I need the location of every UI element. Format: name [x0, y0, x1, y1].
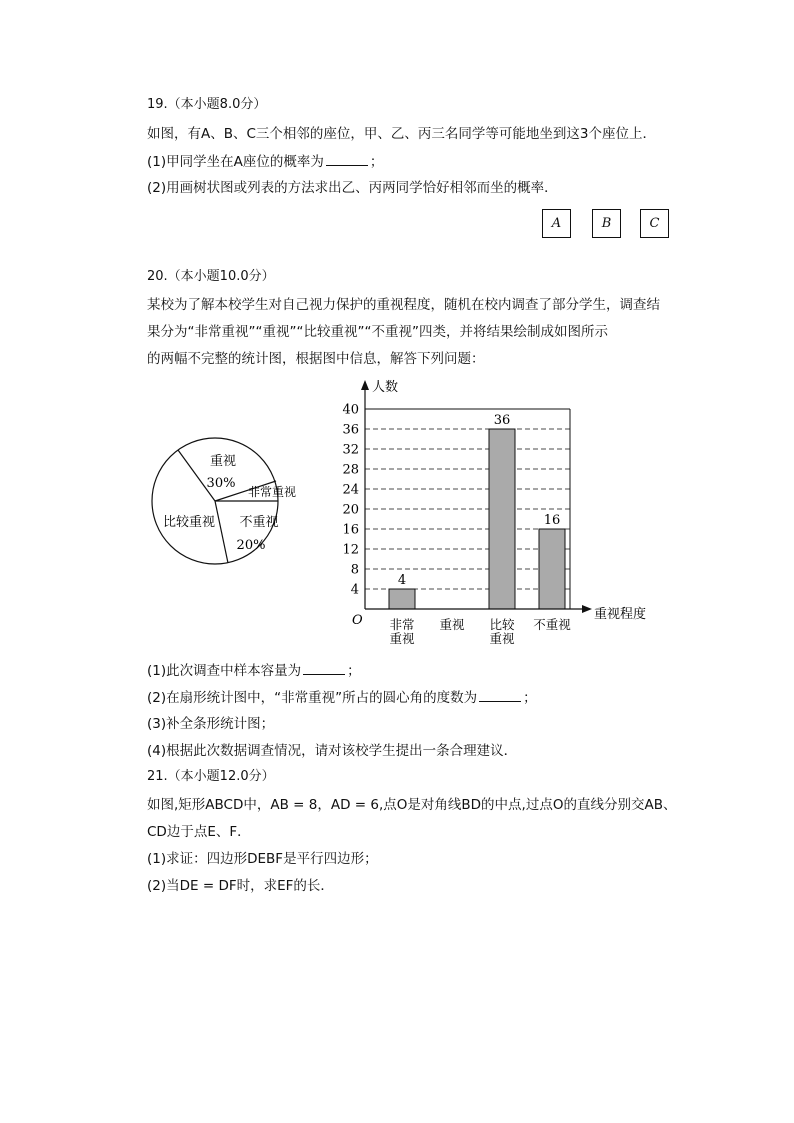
q19-part1-end: ；: [369, 154, 384, 170]
bar: [489, 429, 515, 609]
q20-part4: (4)根据此次数据调查情况，请对该校学生提出一条合理建议．: [147, 743, 518, 759]
x-category-label: 不重视: [533, 617, 571, 632]
pie-label-zhongshi: 重视: [209, 454, 237, 469]
y-tick-label: 20: [342, 502, 359, 518]
pie-pct-zhongshi: 30%: [206, 476, 236, 491]
bar: [539, 529, 565, 609]
pie-pct-buzhongshi: 20%: [236, 538, 266, 553]
q19-part2: (2)用画树状图或列表的方法求出乙、丙两同学恰好相邻而坐的概率．: [147, 180, 558, 196]
q20-part1-end: ；: [347, 663, 361, 679]
x-axis-label: 重视程度: [594, 607, 647, 622]
seat-a: A: [542, 209, 571, 238]
x-category-label: 非常: [389, 617, 415, 632]
bar: [389, 589, 415, 609]
answer-blank[interactable]: [303, 661, 345, 675]
y-tick-label: 24: [342, 482, 359, 498]
q19-heading: 19.（本小题8.0分）: [147, 97, 267, 112]
y-tick-label: 28: [342, 462, 359, 478]
bar-value-label: 16: [543, 513, 561, 528]
y-tick-label: 4: [350, 582, 359, 598]
q20-heading: 20.（本小题10.0分）: [147, 269, 275, 284]
seat-b: B: [592, 209, 621, 238]
q20-stem-line-3: 的两幅不完整的统计图，根据图中信息，解答下列问题：: [147, 351, 485, 367]
q20-part1-text: (1)此次调查中样本容量为: [147, 663, 302, 679]
answer-blank[interactable]: [479, 688, 521, 702]
q20-part2-text: (2)在扇形统计图中，“非常重视”所占的圆心角的度数为: [147, 690, 478, 706]
x-category-label: 重视: [389, 631, 415, 646]
q19-stem: 如图，有A、B、C三个相邻的座位，甲、乙、丙三名同学等可能地坐到这3个座位上．: [147, 126, 657, 142]
origin-label: O: [352, 613, 363, 628]
y-axis-label: 人数: [372, 380, 399, 395]
q20-part3: (3)补全条形统计图；: [147, 716, 275, 732]
pie-divider: [215, 501, 228, 563]
y-tick-label: 8: [350, 562, 359, 578]
bar-chart: [330, 372, 660, 657]
seat-c: C: [640, 209, 669, 238]
q21-part1: (1)求证：四边形DEBF是平行四边形；: [147, 851, 378, 867]
pie-label-bijiao: 比较重视: [162, 515, 216, 530]
q19-part1: [147, 152, 383, 171]
pie-chart: [140, 420, 315, 595]
pie-label-feichang: 非常重视: [248, 485, 297, 499]
q21-heading: 21.（本小题12.0分）: [147, 769, 275, 784]
q19-part1-text: (1)甲同学坐在A座位的概率为: [147, 154, 324, 170]
q21-stem-line-1: 如图,矩形ABCD中，AB = 8，AD = 6,点O是对角线BD的中点,过点O的直线分别交AB、: [147, 797, 677, 813]
y-tick-label: 12: [342, 542, 359, 558]
bar-value-label: 4: [397, 573, 407, 588]
answer-blank[interactable]: [326, 152, 368, 166]
q20-part2-end: ；: [523, 690, 537, 706]
bar-value-label: 36: [493, 413, 511, 428]
q20-part1: [147, 661, 361, 680]
y-tick-label: 32: [342, 442, 359, 458]
pie-label-buzhongshi: 不重视: [239, 515, 279, 530]
q20-part2: [147, 688, 537, 707]
x-axis-arrow: [582, 605, 592, 613]
y-tick-label: 36: [342, 422, 359, 438]
y-axis-arrow: [361, 380, 369, 390]
y-tick-label: 16: [342, 522, 359, 538]
q21-part2: (2)当DE = DF时，求EF的长．: [147, 878, 334, 894]
q20-stem-line-2: 果分为“非常重视”“重视”“比较重视”“不重视”四类，并将结果绘制成如图所示: [147, 324, 608, 340]
q20-stem-line-1: 某校为了解本校学生对自己视力保护的重视程度，随机在校内调查了部分学生，调查结: [147, 297, 660, 313]
x-category-label: 重视: [439, 617, 465, 632]
x-category-label: 重视: [489, 631, 515, 646]
x-category-label: 比较: [489, 617, 515, 632]
q21-stem-line-2: CD边于点E、F．: [147, 824, 251, 840]
y-tick-label: 40: [342, 402, 359, 418]
